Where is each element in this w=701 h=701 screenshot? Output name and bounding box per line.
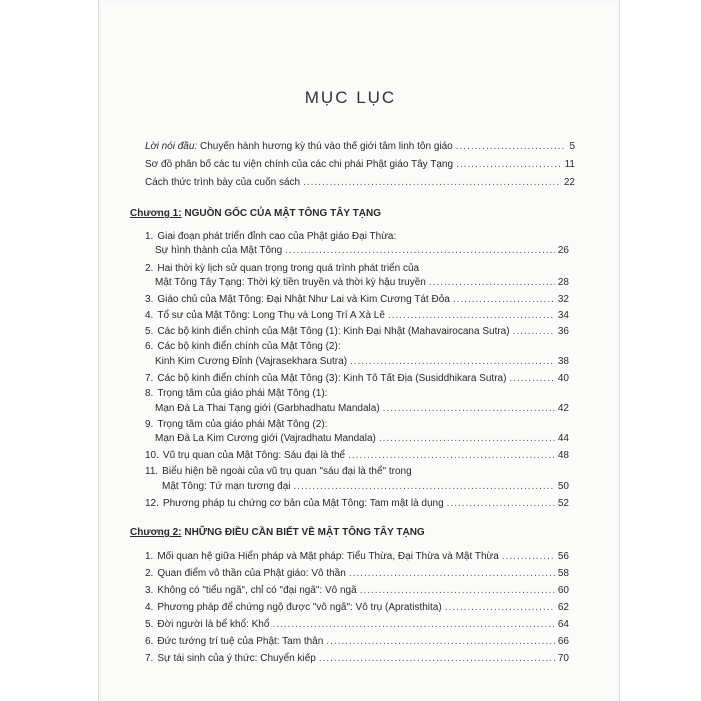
toc-item-line: 8. Trọng tâm của giáo phái Mật Tông (1): [145,388,328,399]
chapter-heading [130,526,425,539]
dot-leader [285,244,555,257]
dot-leader [360,584,555,597]
dot-leader [303,176,561,189]
dot-leader [294,480,555,493]
page-number: 66 [557,636,569,647]
toc-row: Sự hình thành của Mật Tông ..... 26 [155,244,569,257]
toc-row: Mật Tông Tây Tạng: Thời kỳ tiền truyền và thời kỳ hậu truyền ..... 28 [155,276,569,289]
page-number: 70 [557,653,569,664]
toc-row [145,176,575,189]
page-number: 26 [557,245,569,256]
toc-row: 6. Đức tướng trí tuệ của Phật: Tam thân ..... 66 [145,635,569,648]
page-number: 44 [557,433,569,444]
page-title: MỤC LỤC [304,88,397,107]
page-number: 52 [557,498,569,509]
toc-row [145,140,575,153]
page-number: 22 [563,177,575,188]
page-number: 42 [557,403,569,414]
dot-leader [350,355,555,368]
toc-row: 5. Đời người là bể khổ: Khổ ..... 64 [145,618,569,631]
dot-leader [379,432,555,445]
dot-leader [502,550,555,563]
page-number: 48 [557,450,569,461]
toc-text: Sơ đồ phân bố các tu viện chính của các chi phái Phật giáo Tây Tạng [145,159,454,170]
dot-leader [319,652,555,665]
toc-row: 3. Không có "tiểu ngã", chỉ có "đại ngã": Vô ngã ..... 60 [145,584,569,597]
dot-leader [456,158,562,171]
page-number: 38 [557,356,569,367]
toc-row: 7. Sự tái sinh của ý thức: Chuyển kiếp ..... 70 [145,652,569,665]
toc-item-line: 2. Hai thời kỳ lịch sử quan trọng trong quá trình phát triển của [145,263,420,274]
dot-leader [513,325,555,338]
page-number: 34 [557,310,569,321]
dot-leader [429,276,555,289]
toc-row: 4. Phương pháp để chứng ngộ được "vô ngã": Vô trụ (Apratisthita) ..... 62 [145,601,569,614]
toc-row: 5. Các bộ kinh điển chính của Mật Tông (1): Kinh Đại Nhật (Mahavairocana Sutra) ..... 36 [145,325,569,338]
dot-leader [326,635,555,648]
page-number: 50 [557,481,569,492]
page-number: 28 [557,277,569,288]
toc-row: 2. Quan điểm vô thần của Phật giáo: Vô thần ..... 58 [145,567,569,580]
dot-leader [445,601,555,614]
chapter-title: NHỮNG ĐIỀU CẦN BIẾT VỀ MẬT TÔNG TÂY TẠNG [181,527,425,538]
toc-row: Kinh Kim Cương Đỉnh (Vajrasekhara Sutra) ..... 38 [155,355,569,368]
page-number: 60 [557,585,569,596]
toc-row: Mạn Đà La Thai Tạng giới (Garbhadhatu Mandala) ..... 42 [155,402,569,415]
dot-leader [447,497,555,510]
dot-leader [272,618,554,631]
page-number: 5 [569,141,575,152]
page-number: 32 [557,294,569,305]
chapter-label: Chương 2: [130,527,182,538]
chapter-heading [130,207,381,220]
dot-leader [388,309,555,322]
dot-leader [383,402,555,415]
toc-row: 12. Phương pháp tu chứng cơ bản của Mật Tông: Tam mật là dụng ..... 52 [145,497,569,510]
dot-leader [453,293,555,306]
toc-text: Chuyến hành hương kỳ thú vào thế giới tâm linh tôn giáo [197,141,453,152]
toc-item-line: 11. Biểu hiện bề ngoài của vũ trụ quan "sáu đại là thể" trong [145,466,412,477]
page-number: 11 [564,159,575,170]
page-number: 62 [557,602,569,613]
toc-row: Mật Tông: Tứ mạn tương đại ..... 50 [162,480,569,493]
page-number: 36 [557,326,569,337]
toc-row: 4. Tổ sư của Mật Tông: Long Thụ và Long Trí A Xà Lê ..... 34 [145,309,569,322]
intro-prefix: Lời nói đầu: [145,141,198,152]
toc-row [145,158,575,171]
toc-row: Mạn Đà La Kim Cương giới (Vajradhatu Mandala) ..... 44 [155,432,569,445]
dot-leader [348,449,555,462]
page-number: 58 [557,568,569,579]
dot-leader [509,372,554,385]
toc-row: 7. Các bộ kinh điển chính của Mật Tông (3): Kinh Tô Tất Địa (Susiddhikara Sutra) ..... 40 [145,372,569,385]
page-number: 40 [557,373,569,384]
page-number: 56 [557,551,569,562]
dot-leader [349,567,555,580]
toc-item-line: 6. Các bộ kinh điển chính của Mật Tông (2): [145,341,341,352]
page-number: 64 [557,619,569,630]
toc-row: 10. Vũ trụ quan của Mật Tông: Sáu đại là thể ..... 48 [145,449,569,462]
toc-item-line: 1. Giai đoạn phát triển đỉnh cao của Phật giáo Đại Thừa: [145,231,397,242]
toc-text: Cách thức trình bày của cuốn sách [145,177,301,188]
toc-row: 1. Mối quan hệ giữa Hiển pháp và Mật pháp: Tiểu Thừa, Đại Thừa và Mật Thừa ..... 56 [145,550,569,563]
chapter-title: NGUỒN GỐC CỦA MẬT TÔNG TÂY TẠNG [181,208,382,219]
chapter-label: Chương 1: [130,208,182,219]
toc-row: 3. Giáo chủ của Mật Tông: Đại Nhật Như Lai và Kim Cương Tát Đỏa ..... 32 [145,293,569,306]
dot-leader [456,140,567,153]
toc-item-line: 9. Trọng tâm của giáo phái Mật Tông (2): [145,419,328,430]
